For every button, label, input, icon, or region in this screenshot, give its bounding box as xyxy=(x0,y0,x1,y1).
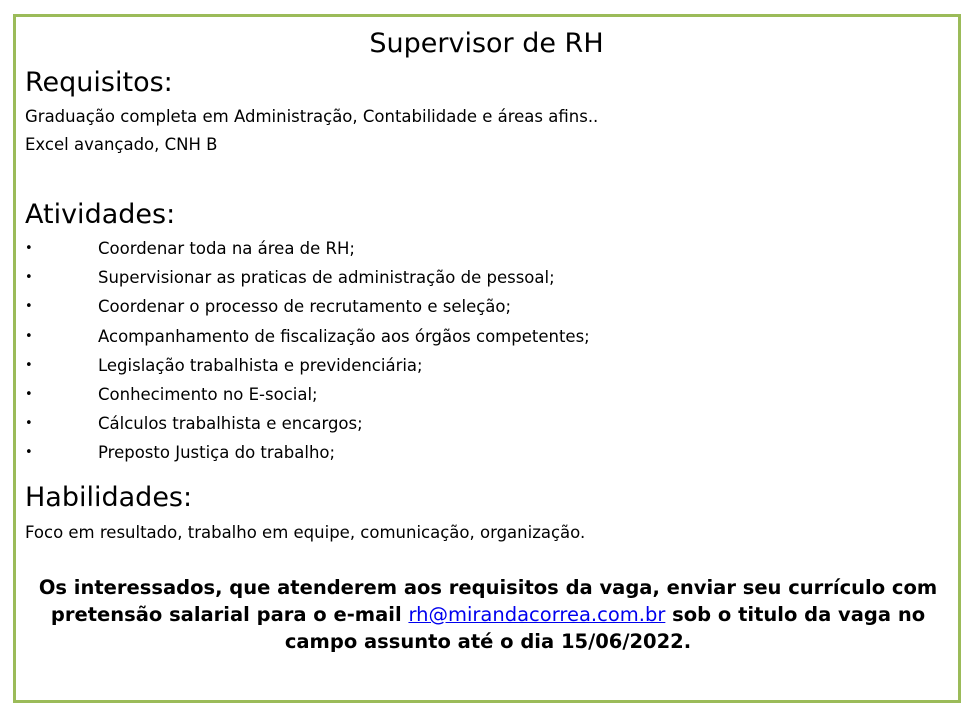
atividade-text: Supervisionar as praticas de administração de pessoal; xyxy=(98,268,555,288)
requisito-line-2: Excel avançado, CNH B xyxy=(25,135,218,154)
bullet-icon: • xyxy=(25,299,33,315)
requisito-line-1: Graduação completa em Administração, Contabilidade e áreas afins.. xyxy=(25,107,599,126)
bullet-icon: • xyxy=(25,416,33,432)
instructions-text-after: sob o titulo da vaga no campo assunto até o dia 15/06/2022. xyxy=(284,603,926,653)
bullet-icon: • xyxy=(25,386,33,402)
atividades-heading: Atividades: xyxy=(25,199,176,230)
email-link[interactable]: rh@mirandacorrea.com.br xyxy=(408,603,666,626)
atividade-text: Legislação trabalhista e previdenciária; xyxy=(98,355,423,375)
bullet-icon: • xyxy=(25,445,33,461)
requisitos-heading: Requisitos: xyxy=(25,67,173,98)
bullet-icon: • xyxy=(25,241,33,256)
application-instructions xyxy=(25,574,951,655)
bullet-icon: • xyxy=(25,270,33,286)
atividade-text: Preposto Justiça do trabalho; xyxy=(98,443,336,463)
atividade-text: Conhecimento no E-social; xyxy=(98,384,318,404)
habilidades-heading: Habilidades: xyxy=(25,482,193,513)
atividade-text: Cálculos trabalhista e encargos; xyxy=(98,414,363,434)
job-title: Supervisor de RH xyxy=(369,28,604,59)
instructions-text-before: Os interessados, que atenderem aos requisitos da vaga, enviar seu currículo com pretensão salarial para o e-mail xyxy=(38,576,938,626)
atividade-text: Coordenar o processo de recrutamento e seleção; xyxy=(98,297,512,317)
atividade-text: Coordenar toda na área de RH; xyxy=(98,239,355,258)
bullet-icon: • xyxy=(25,357,33,373)
bullet-icon: • xyxy=(25,328,33,344)
habilidades-line: Foco em resultado, trabalho em equipe, comunicação, organização. xyxy=(25,523,586,542)
atividade-text: Acompanhamento de fiscalização aos órgãos competentes; xyxy=(98,326,590,346)
